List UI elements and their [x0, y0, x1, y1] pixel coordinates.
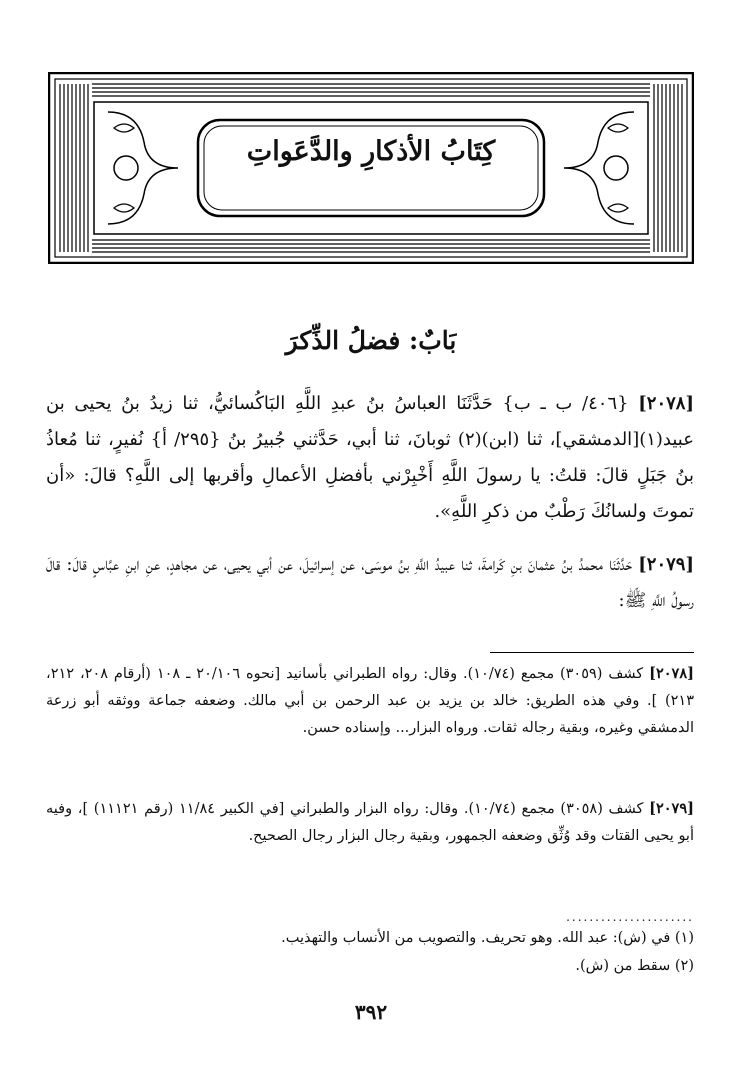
footnote-2: (٢) سقط من (ش). — [575, 958, 694, 974]
hadith-text: {٤٠٦/ ب ـ ب} حَدَّثَنَا العباسُ بنُ عبدِ اللَّهِ البَاكُسائيُّ، ثنا زيدُ بنُ يحيى بن عبيد(١)[الدمشقي]، ثنا (ابن)(٢) ثوبانَ، ثنا أبي، حَدَّثني جُبيرُ بنُ {٢٩٥/ أ} نُفيرٍ، ثنا مُعاذُ بنُ جَبَلٍ قالَ: قلتُ: يا رسولَ اللَّهِ أَخْبِرْني بأفضلِ الأعمالِ وأقربها إلى اللَّهِ؟ قالَ: «أن تموتَ ولسانُكَ رَطْبٌ من ذكرِ اللَّهِ». — [46, 393, 694, 522]
footnote-1: (١) في (ش): عبد الله. وهو تحريف. والتصويب من الأنساب والتهذيب. — [281, 930, 694, 946]
notes-divider — [490, 652, 694, 653]
hadith-number: [٢٠٧٩] — [638, 554, 694, 575]
chapter-title: بَابٌ: فضلُ الذِّكرَ — [285, 326, 457, 355]
note-text: كشف (٣٠٥٩) مجمع (١٠/٧٤). وقال: رواه الطبراني بأسانيد [نحوه ٢٠/١٠٦ ـ ١٠٨ (أرقام ٢٠٨، ٢١٢، ٢١٣) ]. وفي هذه الطريق: خالد بن يزيد بن عبد الرحمن بن أبي مالك. وضعفه جماعة ووثقه أبو زرعة الدمشقي وغيره، وبقية رجاله ثقات. ورواه البزار... وإسناده حسن. — [46, 666, 694, 736]
footnote-separator: ...................... — [566, 910, 694, 924]
hadith-2079 — [46, 547, 694, 619]
hadith-text: حَدَّثَنَا محمدُ بنُ عثمانَ بنِ كَرامةَ، ثنا عبيدُ اللَّهِ بنُ موسَى، عن إسرائيلَ، عن أبي يحيى، عن مجاهدٍ، عنِ ابنِ عبَّاسٍ قالَ: قالَ رسولُ اللَّهِ ﷺ: — [46, 554, 694, 611]
page-number: ٣٩٢ — [354, 1000, 388, 1024]
note-ref: [٢٠٧٨] — [649, 665, 695, 682]
note-ref: [٢٠٧٩] — [649, 800, 694, 817]
note-2079 — [46, 795, 694, 850]
ornamental-header-frame — [48, 72, 694, 264]
hadith-2078 — [46, 386, 694, 530]
note-2078 — [46, 660, 694, 742]
hadith-number: [٢٠٧٨] — [638, 393, 694, 414]
ornamental-border-icon — [48, 72, 694, 264]
book-title: كِتَابُ الأذكارِ والدَّعَواتِ — [246, 136, 496, 167]
note-text: كشف (٣٠٥٨) مجمع (١٠/٧٤). وقال: رواه البزار والطبراني [في الكبير ١١/٨٤ (رقم ١١١٢١) ]، وفيه أبو يحيى القتات وقد وُثِّق وضعفه الجمهور، وبقية رجال البزار رجال الصحيح. — [46, 801, 694, 844]
